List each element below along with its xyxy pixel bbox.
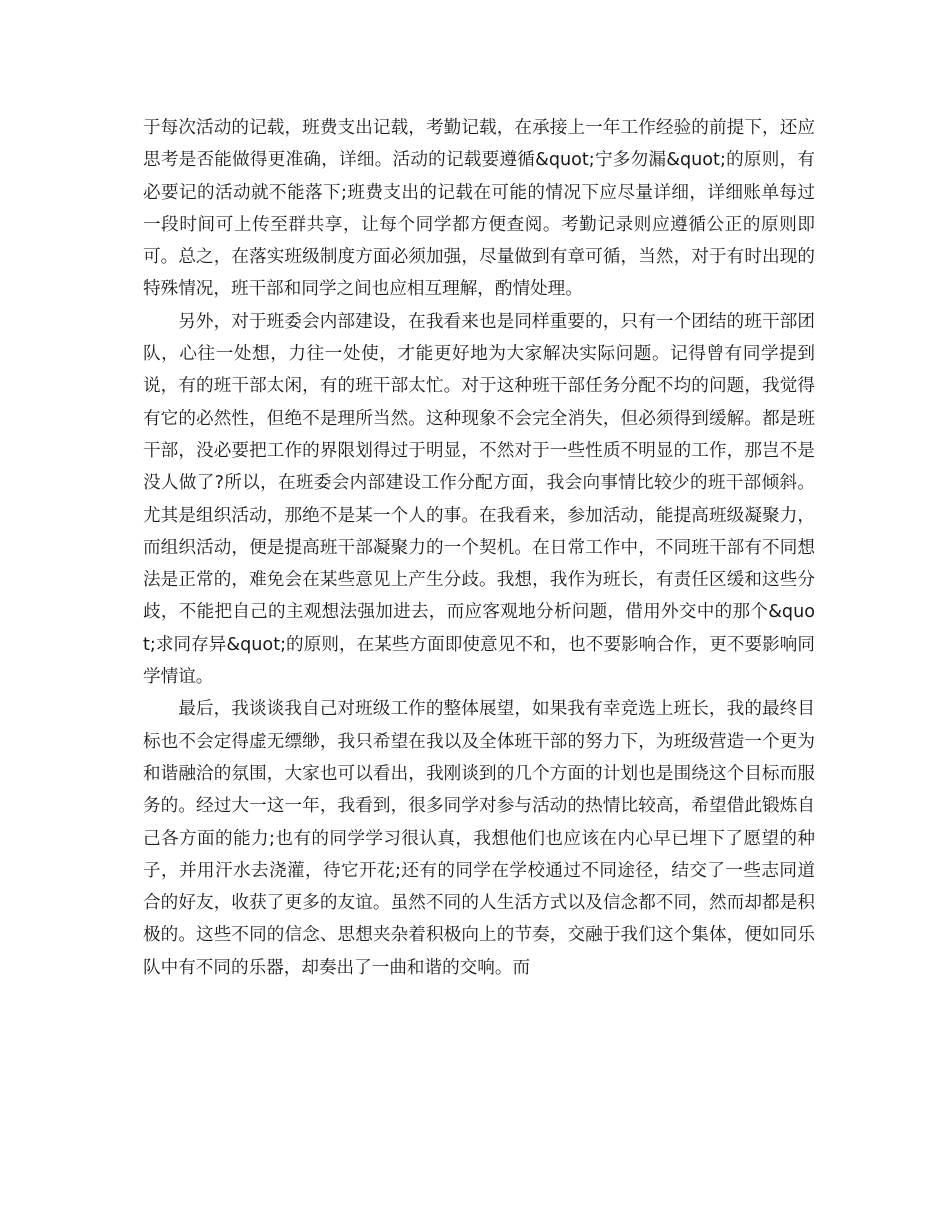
paragraph-2: 另外，对于班委会内部建设，在我看来也是同样重要的，只有一个团结的班干部团队，心往一处想，力往一处使，才能更好地为大家解决实际问题。记得曾有同学提到说，有的班干部太闲，有的班干部太忙。对于这种班干部任务分配不均的问题，我觉得有它的必然性，但绝不是理所当然。这种现象不会完全消失，但必须得到缓解。都是班干部，没必要把工作的界限划得过于明显，不然对于一些性质不明显的工作，那岂不是没人做了?所以，在班委会内部建设工作分配方面，我会向事情比较少的班干部倾斜。尤其是组织活动，那绝不是某一个人的事。在我看来，参加活动，能提高班级凝聚力，而组织活动，便是提高班干部凝聚力的一个契机。在日常工作中，不同班干部有不同想法是正常的，难免会在某些意见上产生分歧。我想，我作为班长，有责任区缓和这些分歧，不能把自己的主观想法强加进去，而应客观地分析问题，借用外交中的那个&quot;求同存异&quot;的原则，在某些方面即使意见不和，也不要影响合作，更不要影响同学情谊。 [143,311,815,688]
paragraph-3: 最后，我谈谈我自己对班级工作的整体展望，如果我有幸竞选上班长，我的最终目标也不会定得虚无缥缈，我只希望在我以及全体班干部的努力下，为班级营造一个更为和谐融洽的氛围，大家也可以看出，我刚谈到的几个方面的计划也是围绕这个目标而服务的。经过大一这一年，我看到，很多同学对参与活动的热情比较高，希望借此锻炼自己各方面的能力;也有的同学学习很认真，我想他们也应该在内心早已埋下了愿望的种子，并用汗水去浇灌，待它开花;还有的同学在学校通过不同途径，结交了一些志同道合的好友，收获了更多的友谊。虽然不同的人生活方式以及信念都不同，然而却都是积极的。这些不同的信念、思想夹杂着积极向上的节奏，交融于我们这个集体，便如同乐队中有不同的乐器，却奏出了一曲和谐的交响。而 [143,699,815,978]
paragraph-1: 于每次活动的记载，班费支出记载，考勤记载，在承接上一年工作经验的前提下，还应思考是否能做得更准确，详细。活动的记载要遵循&quot;宁多勿漏&quot;的原则，有必要记的活动就不能落下;班费支出的记载在可能的情况下应尽量详细，详细账单每过一段时间可上传至群共享，让每个同学都方便查阅。考勤记录则应遵循公正的原则即可。总之，在落实班级制度方面必须加强，尽量做到有章可循，当然，对于有时出现的特殊情况，班干部和同学之间也应相互理解，酌情处理。 [143,118,815,300]
document-body [143,112,815,984]
